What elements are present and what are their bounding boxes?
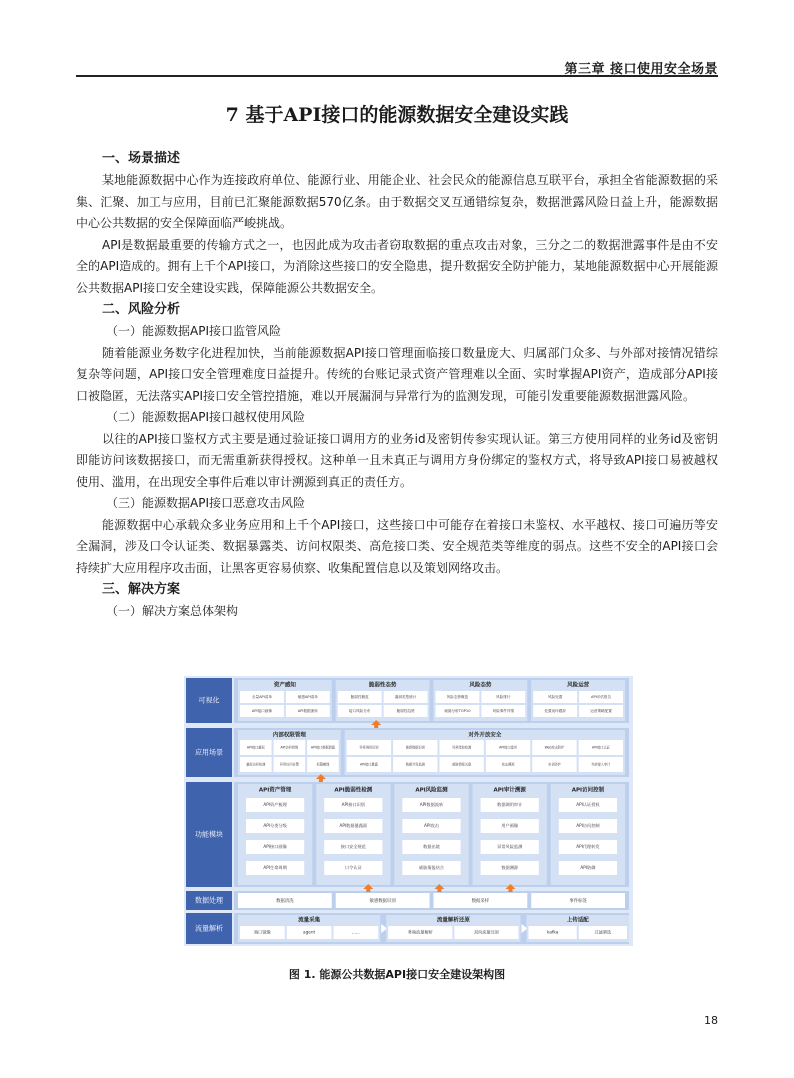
visual-cell-text-0-1: 敏感API清单 bbox=[297, 695, 318, 699]
app-cell-text-0-4: 异常访问告警 bbox=[279, 762, 299, 767]
data-cell-text-1: 敏感数据识别 bbox=[369, 899, 396, 904]
paragraph-1: 某地能源数据中心作为连接政府单位、能源行业、用能企业、社会民众的能源信息互联平台，承担全省能源数据的采集、汇聚、加工与应用，目前已汇聚能源数据570亿条。由于数据交叉互通错综复杂，数据泄露风险日益上升，能源数据中心公共数据的安全保障面临严峻挑战。 bbox=[76, 173, 718, 230]
paragraph-3: 随着能源业务数字化进程加快，当前能源数据API接口管理面临接口数量庞大、归属部门众多、与外部对接情况错综复杂等问题，API接口安全管理难度日益提升。传统的台账记录式资产管理难以全面、实时掌握API资产，造成部分API接口被隐匿，无法落实API接口安全管控措施，难以开展漏洞与异常行为的监测发现，可能引发重要能源数据泄露风险。 bbox=[76, 345, 718, 403]
document-body bbox=[76, 148, 718, 623]
app-cell-text-0-3: 越权访问检测 bbox=[246, 762, 266, 767]
app-cell-text-1-9: 攻击溯源 bbox=[501, 762, 515, 767]
visual-cell-text-0-0: 全量API清单 bbox=[251, 695, 272, 699]
app-cell-text-1-7: 数据外发监测 bbox=[405, 762, 425, 767]
traffic-cell-text-2-1: 过滤筛选 bbox=[594, 929, 612, 935]
row-label-text-traffic: 流量解析 bbox=[195, 924, 223, 933]
traffic-group-title-1: 流量解析还原 bbox=[436, 917, 470, 924]
row-label-text-data: 数据处理 bbox=[195, 896, 223, 905]
page-number: 18 bbox=[704, 1014, 718, 1027]
func-cell-text-1-1: API数据暴露面 bbox=[339, 823, 368, 828]
func-cell-text-0-2: API接口画像 bbox=[263, 844, 287, 849]
app-cell-text-0-1: API访问控制 bbox=[280, 745, 299, 750]
visual-cell-text-1-3: 脆弱性趋势 bbox=[396, 709, 415, 713]
app-cell-text-1-6: API接口暴露 bbox=[359, 762, 378, 767]
app-cell-text-1-8: 威胁情报关联 bbox=[452, 762, 472, 767]
header-rule bbox=[76, 75, 718, 77]
app-cell-text-1-5: API接口认证 bbox=[591, 745, 610, 750]
traffic-cell-text-0-2: ...... bbox=[351, 929, 360, 935]
func-group-title-0: API资产管理 bbox=[258, 787, 292, 794]
data-cell-text-0: 数据清洗 bbox=[276, 899, 294, 904]
app-group-title-0: 内部权限管理 bbox=[272, 732, 306, 739]
section-heading-1: 一、场景描述 bbox=[102, 151, 181, 166]
visual-group-title-2: 风险态势 bbox=[469, 682, 492, 689]
subsection-heading-3-1: （一）解决方案总体架构 bbox=[106, 604, 239, 618]
app-cell-text-0-5: 权限梳理 bbox=[316, 762, 330, 767]
visual-cell-text-3-3: 运营策略配置 bbox=[590, 709, 612, 713]
app-cell-text-1-0: 异常调用识别 bbox=[359, 745, 379, 750]
paragraph-4: 以往的API接口鉴权方式主要是通过验证接口调用方的业务id及密钥传参实现认证。第三方使用同样的业务id及密钥即能访问该数据接口，而无需重新获得授权。这种单一且未真正与调用方身份绑定的鉴权方式，将导致API接口易被越权使用、滥用，在出现安全事件后难以审计溯源到真正的责任方。 bbox=[76, 431, 718, 489]
traffic-group-title-2: 上传适配 bbox=[566, 917, 589, 924]
traffic-cell-text-0-1: agent bbox=[303, 929, 316, 935]
func-cell-text-2-3: 威胁情报结合 bbox=[418, 865, 445, 870]
visual-cell-text-1-2: 接口风险分布 bbox=[348, 709, 371, 713]
func-cell-text-4-2: API代理转发 bbox=[576, 844, 600, 849]
visual-cell-text-2-1: 风险排行 bbox=[496, 695, 511, 699]
visual-cell-text-1-1: 漏洞类型统计 bbox=[394, 695, 417, 699]
app-cell-text-1-1: 敏感数据识别 bbox=[405, 745, 425, 750]
func-group-title-3: API审计溯源 bbox=[493, 787, 526, 794]
architecture-diagram bbox=[184, 676, 633, 946]
func-cell-text-1-3: 口令认证 bbox=[344, 865, 362, 870]
document-title: 7 基于API接口的能源数据安全建设实践 bbox=[225, 104, 569, 126]
visual-cell-text-2-0: 风险态势概览 bbox=[446, 695, 469, 699]
row-label-text-app: 应用场景 bbox=[195, 748, 223, 757]
page-header-chapter: 第三章 接口使用安全场景 bbox=[564, 62, 718, 77]
app-cell-text-0-0: API接口越权 bbox=[246, 745, 265, 750]
subsection-heading-2-2: （二）能源数据API接口越权使用风险 bbox=[106, 410, 305, 424]
subsection-heading-2-3: （三）能源数据API接口恶意攻击风险 bbox=[106, 496, 305, 510]
app-group-title-1: 对外开放安全 bbox=[468, 732, 502, 739]
visual-group-title-0: 资产感知 bbox=[273, 682, 296, 689]
traffic-cell-text-2-0: kafka bbox=[546, 929, 559, 935]
visual-cell-text-2-3: 风险事件详情 bbox=[492, 709, 515, 713]
app-cell-text-1-11: 外部接入审计 bbox=[591, 762, 611, 767]
func-cell-text-0-3: API生命周期 bbox=[263, 865, 287, 870]
visual-cell-text-0-2: API接口画像 bbox=[251, 709, 272, 713]
func-cell-text-3-2: 异常风险监测 bbox=[497, 844, 523, 849]
func-cell-text-3-1: 用户画像 bbox=[501, 823, 519, 828]
func-group-title-1: API脆弱性检测 bbox=[334, 787, 373, 794]
func-cell-text-4-3: API防御 bbox=[580, 865, 596, 870]
func-cell-text-4-1: API访问控制 bbox=[576, 823, 600, 828]
app-cell-text-1-10: 安全防护 bbox=[548, 762, 561, 767]
visual-group-title-3: 风险运营 bbox=[567, 682, 590, 689]
figure-caption: 图 1. 能源公共数据API接口安全建设架构图 bbox=[288, 968, 506, 981]
func-group-title-4: API访问控制 bbox=[571, 787, 605, 794]
visual-cell-text-3-0: 风险处置 bbox=[548, 695, 563, 699]
app-cell-text-1-4: Web攻击防护 bbox=[544, 745, 565, 750]
func-cell-text-3-3: 数据溯源 bbox=[501, 865, 519, 870]
row-label-text-visual: 可视化 bbox=[198, 696, 220, 705]
visual-cell-text-2-2: 威胁分析TOP10 bbox=[444, 709, 471, 713]
architecture-svg bbox=[184, 676, 633, 946]
func-group-title-2: API风险监测 bbox=[415, 787, 448, 794]
visual-cell-text-3-1: API评估报告 bbox=[591, 695, 612, 699]
row-label-text-func: 功能模块 bbox=[195, 830, 223, 839]
func-cell-text-2-0: API数据流转 bbox=[419, 802, 444, 807]
func-cell-text-3-0: 数据调用审计 bbox=[497, 802, 523, 807]
section-heading-2: 二、风险分析 bbox=[102, 302, 181, 317]
visual-cell-text-1-0: 脆弱性概览 bbox=[350, 695, 369, 699]
visual-group-title-1: 脆弱性态势 bbox=[368, 682, 397, 689]
traffic-group-title-0: 流量采集 bbox=[298, 917, 321, 924]
func-cell-text-0-0: API资产梳理 bbox=[263, 802, 287, 807]
paragraph-5: 能源数据中心承载众多业务应用和上千个API接口，这些接口中可能存在着接口未鉴权、水平越权、接口可遍历等安全漏洞，涉及口令认证类、数据暴露类、访问权限类、高危接口类、安全规范类等维度的弱点。这些不安全的API接口会持续扩大应用程序攻击面，让黑客更容易侦察、收集配置信息以及策划网络攻击。 bbox=[76, 517, 718, 575]
visual-cell-text-0-3: API数据流转 bbox=[297, 709, 318, 713]
subsection-heading-2-1: （一）能源数据API接口监管风险 bbox=[106, 324, 281, 338]
app-cell-text-1-3: API接口滥用 bbox=[499, 745, 517, 750]
func-cell-text-1-2: 接口安全规范 bbox=[340, 844, 366, 849]
data-cell-text-3: 事件标签 bbox=[569, 899, 587, 904]
func-cell-text-2-1: API攻击 bbox=[424, 823, 439, 828]
paragraph-2: API是数据最重要的传输方式之一，也因此成为攻击者窃取数据的重点攻击对象，三分之二的数据泄露事件是由不安全的API造成的。拥有上千个API接口，为消除这些接口的安全隐患，提升数据安全防护能力，某地能源数据中心开展能源公共数据API接口安全建设实践，保障能源公共数据安全。 bbox=[76, 237, 718, 295]
app-cell-text-1-2: 异常爬取检测 bbox=[452, 745, 472, 750]
app-cell-text-0-2: API接口数据泄露 bbox=[310, 745, 336, 750]
data-cell-text-2: 数据采样 bbox=[471, 899, 490, 904]
func-cell-text-0-1: API分类分级 bbox=[263, 823, 287, 828]
traffic-cell-text-0-0: 端口镜像 bbox=[253, 929, 271, 935]
traffic-cell-text-1-0: 务端流量解析 bbox=[407, 929, 433, 935]
func-cell-text-2-2: 数据出境 bbox=[423, 844, 440, 849]
traffic-cell-text-1-1: 双向流量还原 bbox=[473, 929, 499, 935]
visual-cell-text-3-2: 处置闭环跟踪 bbox=[544, 709, 566, 713]
func-cell-text-1-0: API接口识别 bbox=[341, 802, 365, 807]
section-heading-3: 三、解决方案 bbox=[102, 582, 181, 597]
func-cell-text-4-0: API认证授权 bbox=[576, 802, 600, 807]
